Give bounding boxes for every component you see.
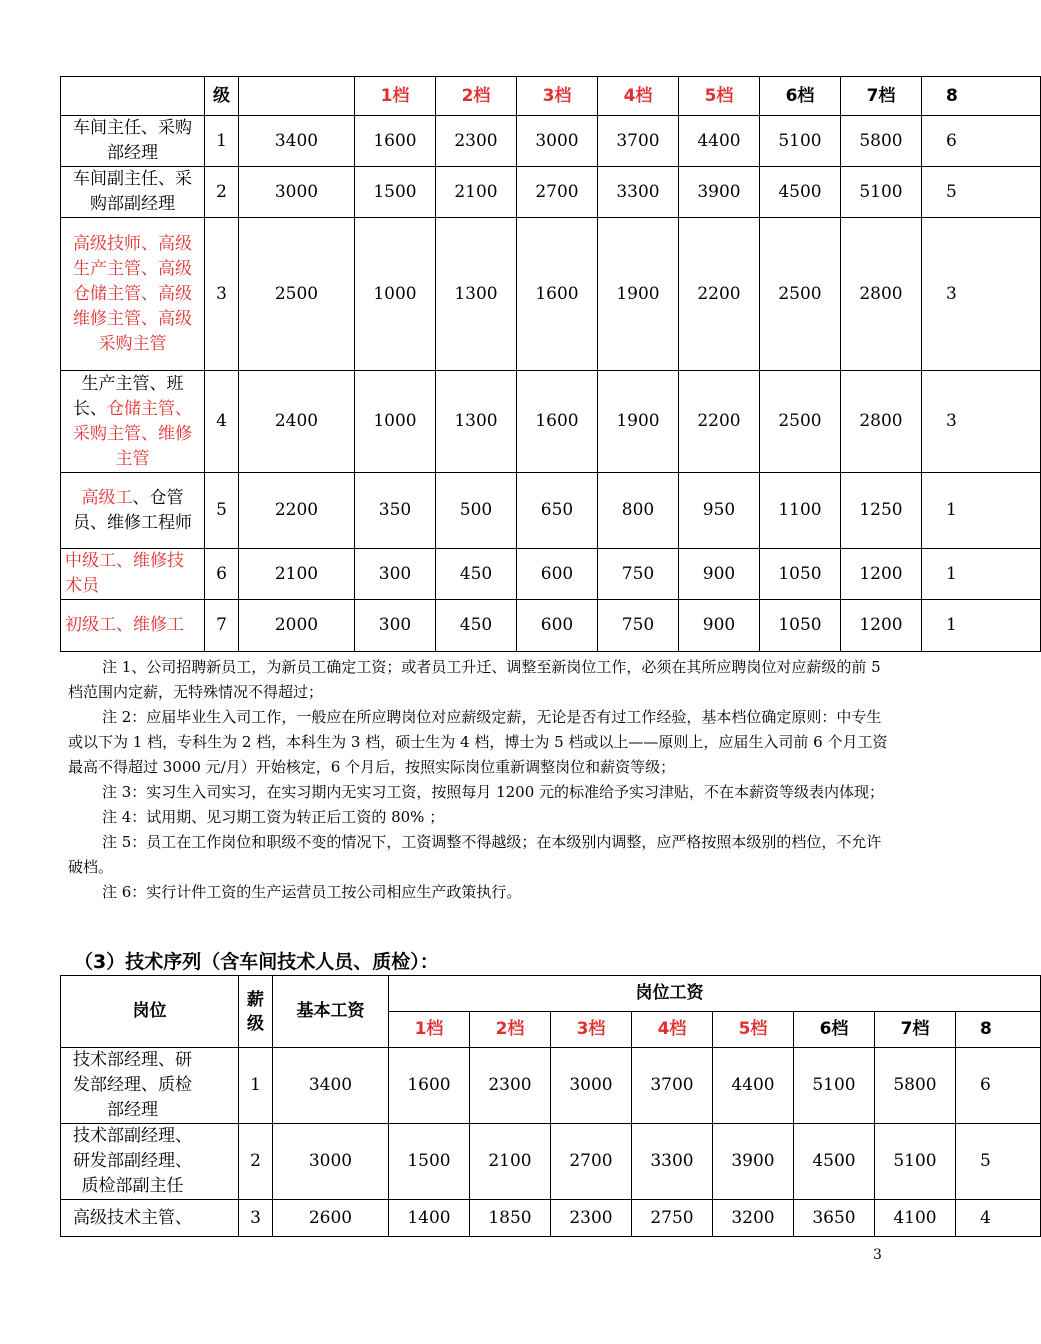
tier-cell: 2300 <box>470 1048 551 1124</box>
base-cell: 3400 <box>273 1048 389 1124</box>
note-2: 注 2：应届毕业生入司工作，一般应在所应聘岗位对应薪级定薪，无论是否有过工作经验，基本档位确定原则：中专生或以下为 1 档，专科生为 2 档，本科生为 3 档，硕士生为 4 档，博士为 5 档或以上——原则上，应届生入司前 6 个月工资最高不得超过 3000 元/月）开始核定，6 个月后，按照实际岗位重新调整岗位和薪资等级； <box>68 708 888 776</box>
tier-cell: 1500 <box>355 167 436 218</box>
tier-cell: 600 <box>517 600 598 652</box>
tier-cell: 4400 <box>713 1048 794 1124</box>
tier-cell: 3700 <box>598 116 679 167</box>
notes-block <box>68 655 890 905</box>
position-cell: 初级工、维修工 <box>61 600 205 652</box>
tier-cell: 2800 <box>841 371 922 473</box>
grade-cell: 4 <box>205 371 239 473</box>
base-cell: 2600 <box>273 1200 389 1237</box>
tier-cell: 1 <box>922 473 1041 549</box>
tier-cell: 1000 <box>355 371 436 473</box>
base-cell: 3000 <box>239 167 355 218</box>
tier-cell: 2700 <box>551 1124 632 1200</box>
header-cell-base <box>239 77 355 116</box>
table-row <box>61 218 1041 371</box>
tier-cell: 4 <box>956 1200 1041 1237</box>
tier-cell: 5 <box>922 167 1041 218</box>
note-1: 注 1、公司招聘新员工，为新员工确定工资；或者员工升迁、调整至新岗位工作，必须在其所应聘岗位对应薪级的前 5 档范围内定薪，无特殊情况不得超过； <box>68 658 881 701</box>
base-cell: 2000 <box>239 600 355 652</box>
header-tier-1: 1档 <box>389 1012 470 1048</box>
table-row <box>61 1200 1041 1237</box>
header-tier-5: 5档 <box>679 77 760 116</box>
position-cell: 车间副主任、采购部副经理 <box>61 167 205 218</box>
tier-cell: 1 <box>922 600 1041 652</box>
tier-cell: 3900 <box>679 167 760 218</box>
header-tier-4: 4档 <box>632 1012 713 1048</box>
tier-cell: 750 <box>598 600 679 652</box>
tier-cell: 1600 <box>389 1048 470 1124</box>
position-cell <box>61 371 205 473</box>
tier-cell: 6 <box>922 116 1041 167</box>
tier-cell: 900 <box>679 549 760 600</box>
header-tier-7: 7档 <box>841 77 922 116</box>
tier-cell: 3000 <box>517 116 598 167</box>
grade-cell: 2 <box>205 167 239 218</box>
tier-cell: 2200 <box>679 218 760 371</box>
position-text: 、仓管员、维修工程师 <box>73 487 192 533</box>
tier-cell: 5100 <box>794 1048 875 1124</box>
tier-cell: 5800 <box>875 1048 956 1124</box>
tier-cell: 2500 <box>760 218 841 371</box>
header-tier-3: 3档 <box>551 1012 632 1048</box>
header-tier-7: 7档 <box>875 1012 956 1048</box>
tier-cell: 750 <box>598 549 679 600</box>
tier-cell: 800 <box>598 473 679 549</box>
position-cell: 技术部经理、研发部经理、质检部经理 <box>61 1048 239 1124</box>
tier-cell: 3700 <box>632 1048 713 1124</box>
tier-cell: 3000 <box>551 1048 632 1124</box>
note-3: 注 3：实习生入司实习，在实习期内无实习工资，按照每月 1200 元的标准给予实习津贴，不在本薪资等级表内体现； <box>102 783 885 801</box>
tier-cell: 3650 <box>794 1200 875 1237</box>
table-header-row <box>61 77 1041 116</box>
note-4: 注 4：试用期、见习期工资为转正后工资的 80% ； <box>102 808 445 826</box>
header-tier-3: 3档 <box>517 77 598 116</box>
tier-cell: 1050 <box>760 549 841 600</box>
tier-cell: 1050 <box>760 600 841 652</box>
header-cell-base: 基本工资 <box>273 976 389 1048</box>
tier-cell: 500 <box>436 473 517 549</box>
table-row <box>61 1124 1041 1200</box>
table-row <box>61 1048 1041 1124</box>
tier-cell: 650 <box>517 473 598 549</box>
header-cell-post-wage: 岗位工资 <box>389 976 1041 1012</box>
tier-cell: 2100 <box>436 167 517 218</box>
tier-cell: 450 <box>436 600 517 652</box>
tier-cell: 4400 <box>679 116 760 167</box>
header-tier-6: 6档 <box>760 77 841 116</box>
tier-cell: 4500 <box>794 1124 875 1200</box>
tier-cell: 5100 <box>760 116 841 167</box>
tier-cell: 450 <box>436 549 517 600</box>
tier-cell: 1900 <box>598 371 679 473</box>
header-tier-1: 1档 <box>355 77 436 116</box>
tier-cell: 1600 <box>355 116 436 167</box>
note-6: 注 6：实行计件工资的生产运营员工按公司相应生产政策执行。 <box>102 883 522 901</box>
tier-cell: 3900 <box>713 1124 794 1200</box>
table-row <box>61 473 1041 549</box>
grade-cell: 5 <box>205 473 239 549</box>
tier-cell: 1850 <box>470 1200 551 1237</box>
tier-cell: 5100 <box>875 1124 956 1200</box>
header-tier-8: 8 <box>922 77 1041 116</box>
tier-cell: 1600 <box>517 371 598 473</box>
tier-cell: 4100 <box>875 1200 956 1237</box>
tier-cell: 1500 <box>389 1124 470 1200</box>
header-tier-5: 5档 <box>713 1012 794 1048</box>
tier-cell: 5 <box>956 1124 1041 1200</box>
tier-cell: 6 <box>956 1048 1041 1124</box>
tier-cell: 2100 <box>470 1124 551 1200</box>
position-cell: 高级技术主管、 <box>61 1200 239 1237</box>
grade-cell: 1 <box>239 1048 273 1124</box>
tier-cell: 1000 <box>355 218 436 371</box>
position-cell: 车间主任、采购部经理 <box>61 116 205 167</box>
grade-cell: 7 <box>205 600 239 652</box>
tier-cell: 2500 <box>760 371 841 473</box>
base-cell: 2200 <box>239 473 355 549</box>
base-cell: 2500 <box>239 218 355 371</box>
table-row <box>61 371 1041 473</box>
tier-cell: 1600 <box>517 218 598 371</box>
table-row <box>61 549 1041 600</box>
page-number: 3 <box>873 1247 882 1263</box>
salary-table-production <box>60 76 1041 652</box>
tier-cell: 1250 <box>841 473 922 549</box>
tier-cell: 1400 <box>389 1200 470 1237</box>
tier-cell: 3 <box>922 371 1041 473</box>
header-tier-2: 2档 <box>470 1012 551 1048</box>
tier-cell: 5800 <box>841 116 922 167</box>
salary-table-technical <box>60 975 1041 1237</box>
base-cell: 3400 <box>239 116 355 167</box>
grade-cell: 3 <box>205 218 239 371</box>
tier-cell: 2800 <box>841 218 922 371</box>
table-row <box>61 167 1041 218</box>
tier-cell: 2200 <box>679 371 760 473</box>
table-row <box>61 600 1041 652</box>
header-tier-4: 4档 <box>598 77 679 116</box>
tier-cell: 350 <box>355 473 436 549</box>
table-row <box>61 116 1041 167</box>
tier-cell: 2300 <box>551 1200 632 1237</box>
position-text-highlighted: 高级工 <box>81 487 133 508</box>
tier-cell: 5100 <box>841 167 922 218</box>
base-cell: 3000 <box>273 1124 389 1200</box>
tier-cell: 3200 <box>713 1200 794 1237</box>
header-cell-position: 岗位 <box>61 976 239 1048</box>
grade-cell: 3 <box>239 1200 273 1237</box>
grade-cell: 2 <box>239 1124 273 1200</box>
tier-cell: 1300 <box>436 218 517 371</box>
position-cell: 中级工、维修技术员 <box>61 549 205 600</box>
header-cell-grade: 级 <box>205 77 239 116</box>
tier-cell: 900 <box>679 600 760 652</box>
header-cell-grade: 薪级 <box>239 976 273 1048</box>
position-cell: 高级技师、高级生产主管、高级仓储主管、高级维修主管、高级采购主管 <box>61 218 205 371</box>
tier-cell: 300 <box>355 549 436 600</box>
base-cell: 2400 <box>239 371 355 473</box>
tier-cell: 2750 <box>632 1200 713 1237</box>
section-title: （3）技术序列（含车间技术人员、质检）： <box>74 951 439 973</box>
note-5: 注 5：员工在工作岗位和职级不变的情况下，工资调整不得越级；在本级别内调整，应严格按照本级别的档位，不允许破档。 <box>68 833 882 876</box>
tier-cell: 1 <box>922 549 1041 600</box>
position-cell <box>61 473 205 549</box>
header-tier-8: 8 <box>956 1012 1041 1048</box>
tier-cell: 4500 <box>760 167 841 218</box>
position-text-highlighted: 仓储主管、采购主管、维修主管 <box>73 398 192 469</box>
table-header-row <box>61 976 1041 1012</box>
position-text: 生产主管、班长、 <box>73 373 184 419</box>
tier-cell: 2700 <box>517 167 598 218</box>
header-cell-position <box>61 77 205 116</box>
grade-cell: 6 <box>205 549 239 600</box>
tier-cell: 1100 <box>760 473 841 549</box>
header-tier-2: 2档 <box>436 77 517 116</box>
tier-cell: 1200 <box>841 600 922 652</box>
header-tier-6: 6档 <box>794 1012 875 1048</box>
tier-cell: 3 <box>922 218 1041 371</box>
tier-cell: 1900 <box>598 218 679 371</box>
tier-cell: 600 <box>517 549 598 600</box>
tier-cell: 1200 <box>841 549 922 600</box>
tier-cell: 3300 <box>598 167 679 218</box>
tier-cell: 300 <box>355 600 436 652</box>
tier-cell: 950 <box>679 473 760 549</box>
grade-cell: 1 <box>205 116 239 167</box>
tier-cell: 1300 <box>436 371 517 473</box>
tier-cell: 2300 <box>436 116 517 167</box>
position-cell: 技术部副经理、研发部副经理、质检部副主任 <box>61 1124 239 1200</box>
base-cell: 2100 <box>239 549 355 600</box>
tier-cell: 3300 <box>632 1124 713 1200</box>
